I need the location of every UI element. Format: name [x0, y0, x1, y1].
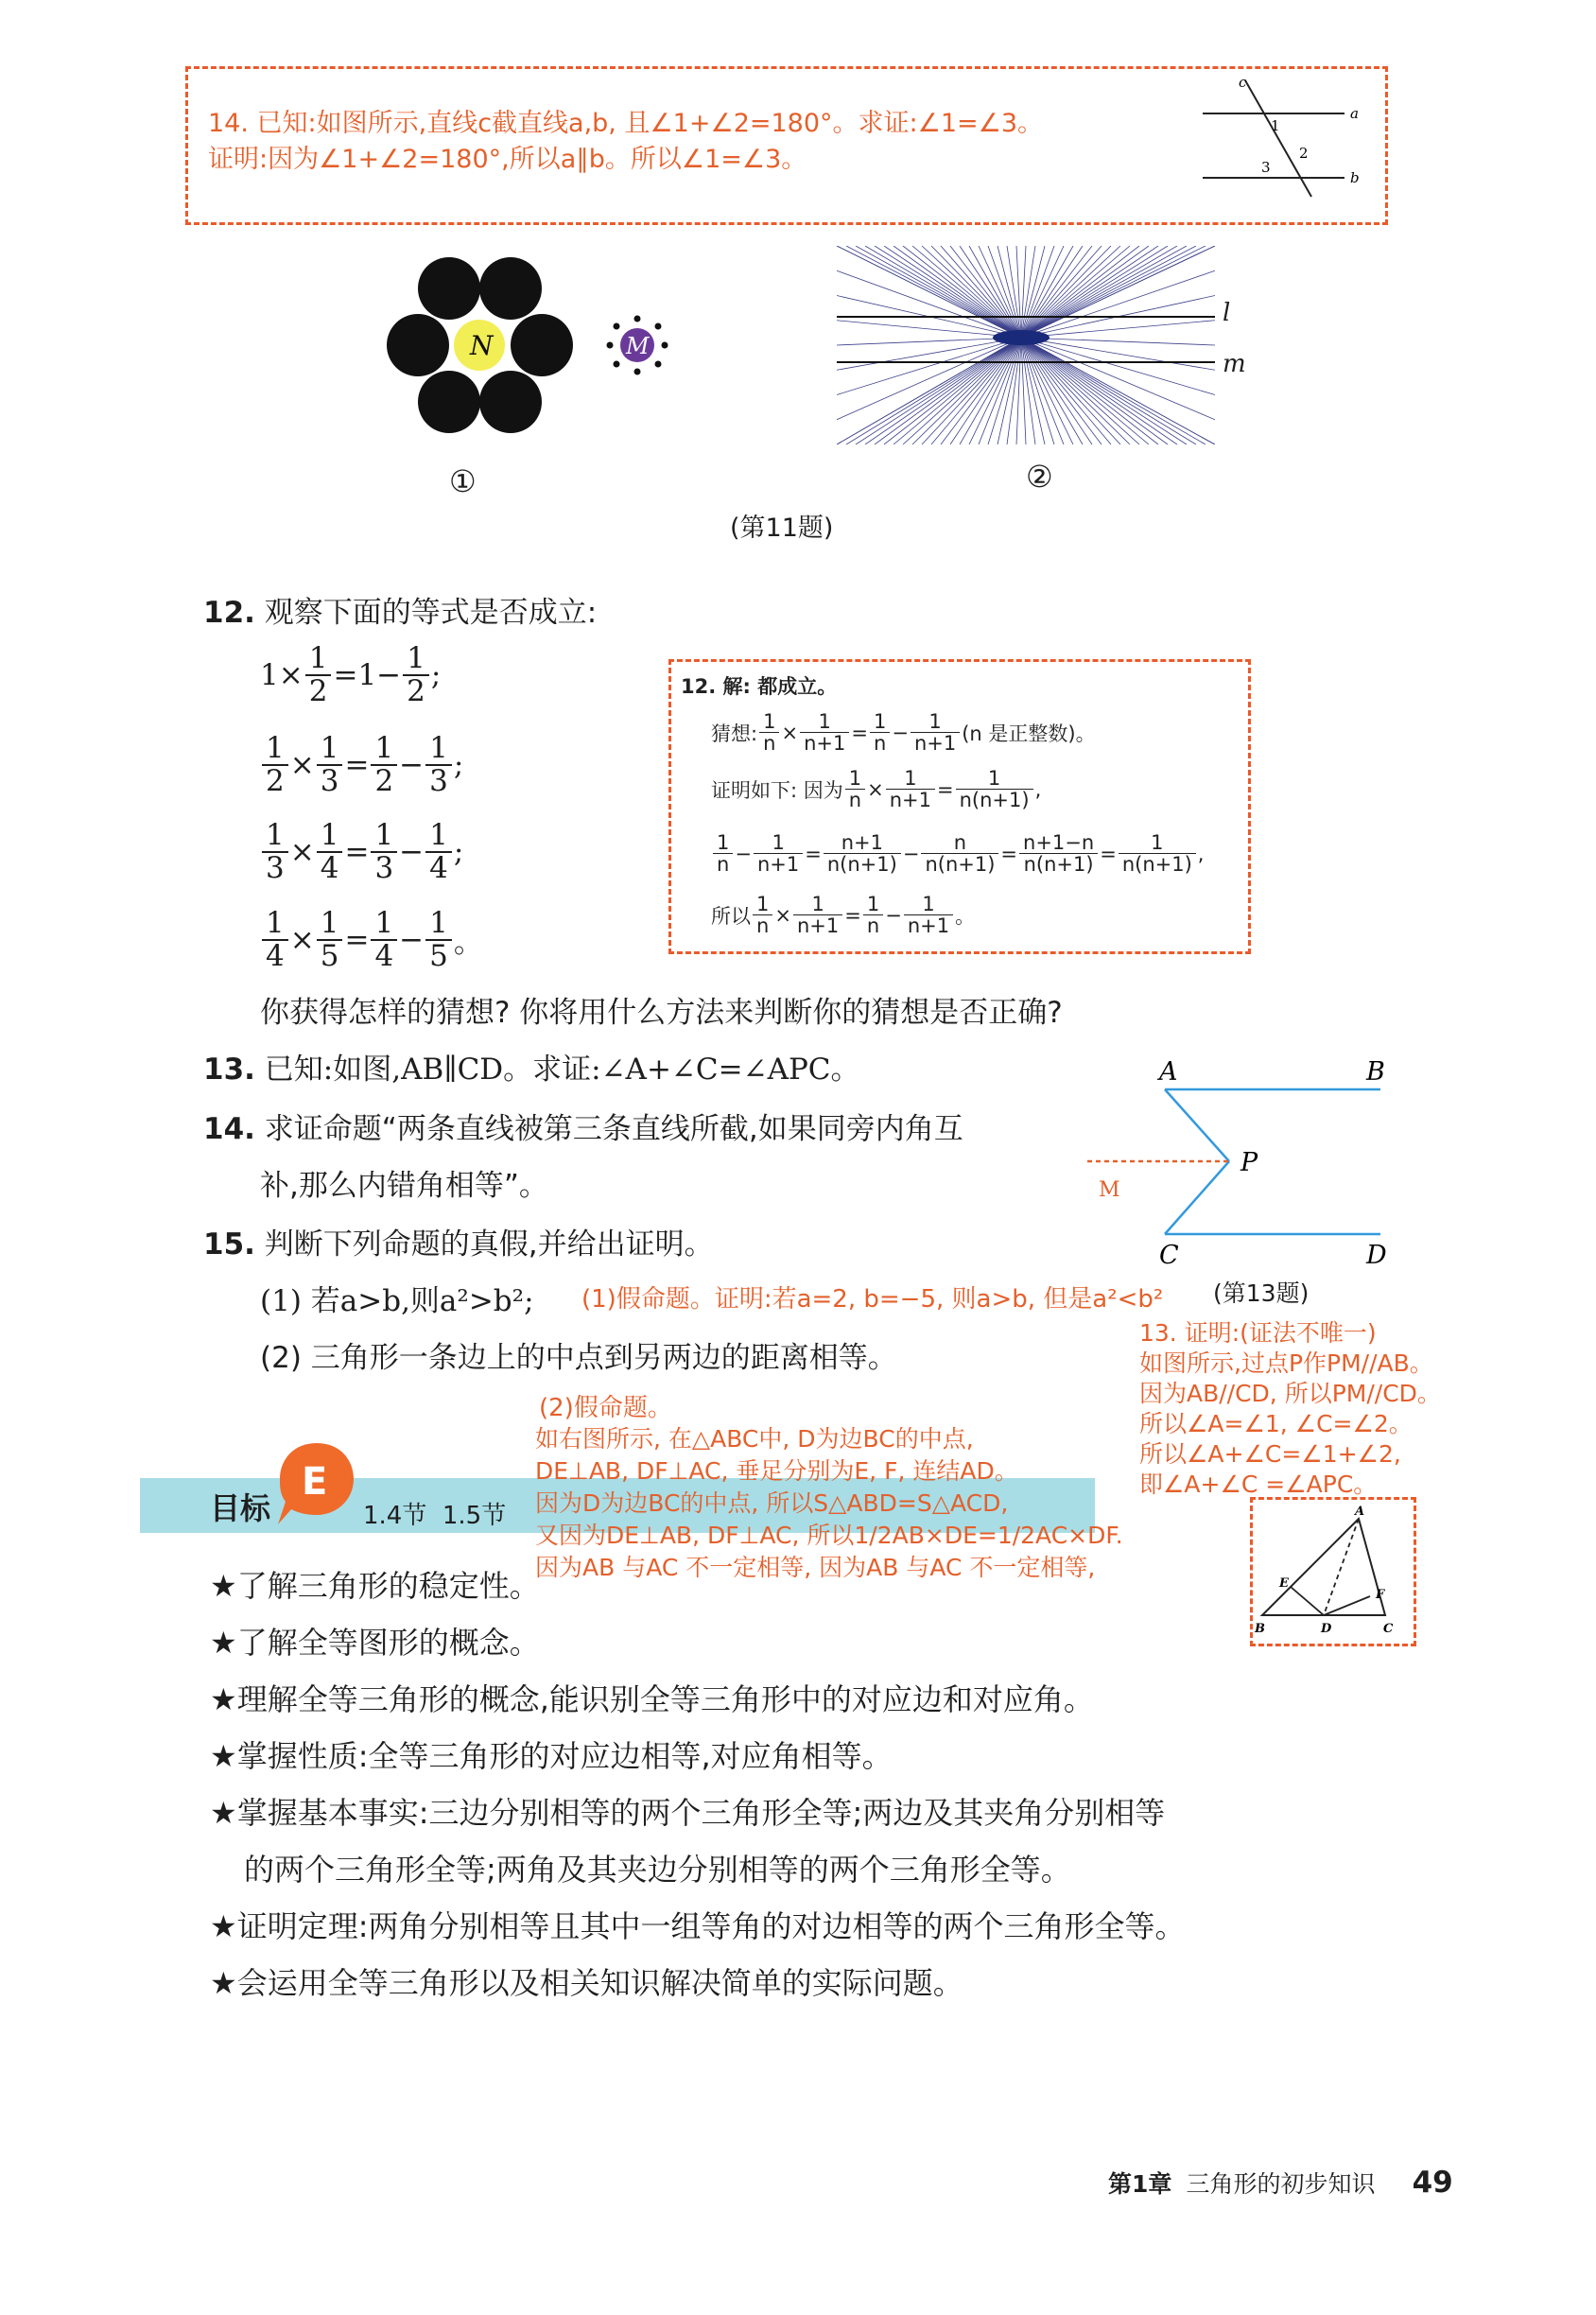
- figure-11-rays: [837, 246, 1215, 444]
- tri-C: C: [1383, 1622, 1394, 1636]
- ann13-line-4: 所以∠A+∠C=∠1+∠2,: [1139, 1440, 1401, 1468]
- fig13-caption: (第13题): [1213, 1279, 1310, 1307]
- goal-badge: [274, 1437, 359, 1532]
- tri-A: A: [1355, 1505, 1365, 1519]
- goal-item-1: ★了解全等图形的概念。: [210, 1625, 540, 1661]
- q12-eq-row-1: 1 × $\frac{1}{2}$ = 1 − $\frac{1}{2}$ ;: [260, 641, 442, 708]
- label-C: C: [1159, 1241, 1179, 1270]
- label-l: l: [1223, 299, 1231, 327]
- goal-item-0: ★了解三角形的稳定性。: [210, 1568, 540, 1604]
- q14: 14. 求证命题“两条直线被第三条直线所截,如果同旁内角互: [203, 1112, 963, 1146]
- footer-title: 三角形的初步知识: [1186, 2170, 1376, 2198]
- tri-D: D: [1321, 1622, 1332, 1636]
- goal-sections: 1.4节 1.5节: [363, 1502, 507, 1530]
- goal-item-7: ★会运用全等三角形以及相关知识解决简单的实际问题。: [210, 1965, 963, 2001]
- label-n: N: [470, 330, 494, 361]
- label-A: A: [1159, 1057, 1178, 1087]
- goal-item-3: ★掌握性质:全等三角形的对应边相等,对应角相等。: [210, 1738, 893, 1774]
- label-c: c: [1239, 76, 1247, 91]
- goal-item-6: ★证明定理:两角分别相等且其中一组等角的对边相等的两个三角形全等。: [210, 1908, 1186, 1944]
- sol12-calc: $\frac{1}{n}$ − $\frac{1}{n+1}$ = $\frac{n+1}{n(n+1)}$ − $\frac{n}{n(n+1)}$ = $\frac{n+1-n}{n(n+1)}$ = $\frac{1}{n(n+1)}$ ,: [711, 832, 1204, 875]
- sol12-guess: 猜想: $\frac{1}{n}$ × $\frac{1}{n+1}$ = $\frac{1}{n}$ − $\frac{1}{n+1}$ (n 是正整数)。: [711, 710, 1096, 756]
- label-B: B: [1366, 1057, 1385, 1087]
- page-number: 49: [1412, 2166, 1453, 2200]
- goal-item-5: 的两个三角形全等;两角及其夹边分别相等的两个三角形全等。: [244, 1852, 1071, 1888]
- label-D: D: [1366, 1241, 1387, 1270]
- tri-E: E: [1279, 1576, 1289, 1591]
- label-3: 3: [1261, 159, 1271, 176]
- ann15-2-line-3: 因为D为边BC的中点, 所以S△ABD=S△ACD,: [535, 1489, 1009, 1517]
- tri-F: F: [1376, 1588, 1385, 1602]
- goal-title: 目标: [210, 1490, 271, 1526]
- ann15-2-line-4: 又因为DE⊥AB, DF⊥AC, 所以1/2AB×DE=1/2AC×DF.: [535, 1522, 1123, 1549]
- q14-line2: 补,那么内错角相等”。: [260, 1169, 548, 1203]
- ann13-line-2: 因为AB//CD, 所以PM//CD。: [1139, 1380, 1441, 1407]
- q15: 15. 判断下列命题的真假,并给出证明。: [203, 1227, 714, 1262]
- q12-eq-row-4: $\frac{1}{4}$ × $\frac{1}{5}$ = $\frac{1}{4}$ − $\frac{1}{5}$ 。: [260, 908, 483, 971]
- tri-B: B: [1255, 1622, 1265, 1636]
- sol12-proof: 证明如下: 因为 $\frac{1}{n}$ × $\frac{1}{n+1}$ = $\frac{1}{n(n+1)}$ ,: [711, 767, 1042, 812]
- q12-eq-row-2: $\frac{1}{2}$ × $\frac{1}{3}$ = $\frac{1}{2}$ − $\frac{1}{3}$ ;: [260, 733, 463, 796]
- ann15-2-line-0: (2)假命题。: [539, 1394, 672, 1422]
- ann13-line-0: 13. 证明:(证法不唯一): [1139, 1319, 1377, 1347]
- q15-item2: (2) 三角形一条边上的中点到另两边的距离相等。: [260, 1341, 897, 1375]
- figure-11-circles: [321, 255, 700, 454]
- parallel-lines-figure: [1193, 76, 1363, 199]
- ann15-2-line-2: DE⊥AB, DF⊥AC, 垂足分别为E, F, 连结AD。: [535, 1457, 1018, 1485]
- label-m: M: [626, 333, 650, 359]
- triangle-figure: [1253, 1500, 1410, 1640]
- label-P: P: [1240, 1148, 1258, 1177]
- fig11-sub1: ①: [449, 463, 477, 499]
- q12-eq-row-3: $\frac{1}{3}$ × $\frac{1}{4}$ = $\frac{1}{3}$ − $\frac{1}{4}$ ;: [260, 820, 463, 883]
- sol12-so: 所以 $\frac{1}{n}$ × $\frac{1}{n+1}$ = $\frac{1}{n}$ − $\frac{1}{n+1}$ 。: [711, 893, 976, 938]
- sol12-head: 12. 解: 都成立。: [681, 675, 838, 698]
- footer: [1108, 2166, 1453, 2200]
- goal-item-4: ★掌握基本事实:三边分别相等的两个三角形全等;两边及其夹角分别相等: [210, 1795, 1166, 1831]
- note-14-line1: 14. 已知:如图所示,直线c截直线a,b, 且∠1+∠2=180°。求证:∠1=∠3。: [208, 109, 1044, 138]
- goal-item-2: ★理解全等三角形的概念,能识别全等三角形中的对应边和对应角。: [210, 1681, 1094, 1717]
- ann13-line-5: 即∠A+∠C =∠APC。: [1139, 1471, 1378, 1498]
- ann15-2-line-5: 因为AB 与AC 不一定相等, 因为AB 与AC 不一定相等,: [535, 1554, 1096, 1581]
- label-1: 1: [1271, 117, 1280, 134]
- figure-13: [1078, 1050, 1409, 1277]
- note-14-line2: 证明:因为∠1+∠2=180°,所以a∥b。所以∠1=∠3。: [208, 145, 807, 174]
- label-M: M: [1099, 1178, 1120, 1202]
- q13: 13. 已知:如图,AB∥CD。求证:∠A+∠C=∠APC。: [203, 1053, 860, 1087]
- ann13-line-1: 如图所示,过点P作PM//AB。: [1139, 1349, 1433, 1377]
- ann13-line-3: 所以∠A=∠1, ∠C=∠2。: [1139, 1410, 1413, 1437]
- goal-badge-letter: E: [302, 1460, 328, 1504]
- q12-question: 你获得怎样的猜想? 你将用什么方法来判断你的猜想是否正确?: [260, 996, 1063, 1030]
- label-m-line: m: [1223, 350, 1246, 378]
- ann15-1: (1)假命题。证明:若a=2, b=−5, 则a>b, 但是a²<b²: [581, 1285, 1164, 1314]
- ann15-2-line-1: 如右图所示, 在△ABC中, D为边BC的中点,: [535, 1425, 974, 1453]
- footer-chapter: 第1章: [1108, 2170, 1172, 2198]
- fig11-caption: (第11题): [730, 513, 834, 543]
- q12-heading: 12. 观察下面的等式是否成立:: [203, 596, 598, 630]
- label-b: b: [1350, 169, 1360, 186]
- label-2: 2: [1299, 145, 1309, 162]
- fig11-sub2: ②: [1026, 459, 1053, 495]
- label-a: a: [1350, 105, 1359, 122]
- q15-item1: (1) 若a>b,则a²>b²;: [260, 1284, 534, 1318]
